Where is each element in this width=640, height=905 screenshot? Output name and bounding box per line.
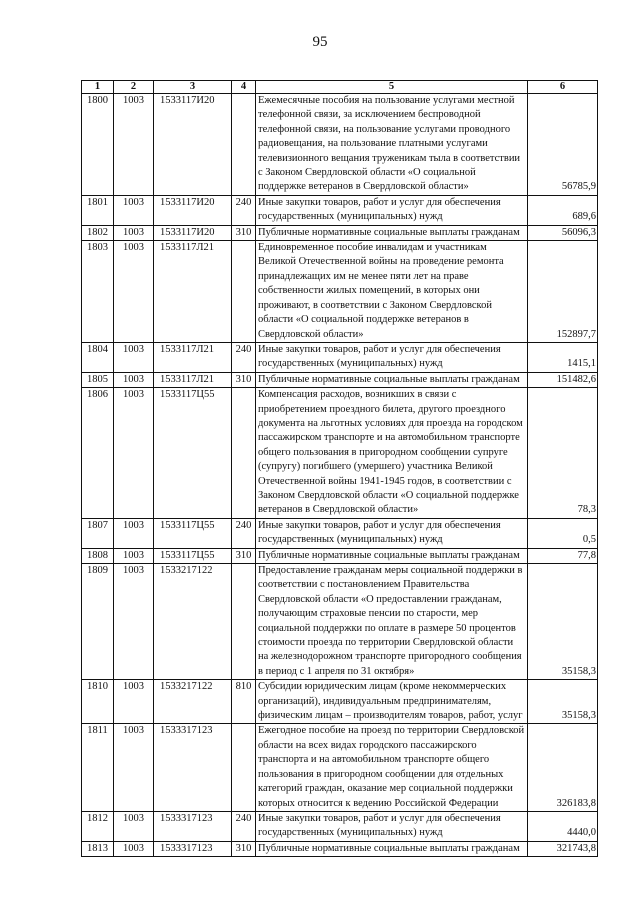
cell-c2: 1003 [114, 841, 154, 856]
cell-c6: 151482,6 [528, 372, 598, 387]
cell-c2: 1003 [114, 388, 154, 519]
cell-c1: 1811 [82, 724, 114, 811]
cell-c6: 326183,8 [528, 724, 598, 811]
table-row [82, 518, 598, 548]
budget-table [81, 80, 598, 857]
cell-c2: 1003 [114, 811, 154, 841]
col-header: 5 [256, 81, 528, 94]
cell-c4: 310 [232, 841, 256, 856]
cell-c2: 1003 [114, 564, 154, 680]
cell-c4 [232, 94, 256, 196]
table-row [82, 841, 598, 856]
cell-c6: 152897,7 [528, 241, 598, 343]
cell-c5: Ежемесячные пособия на пользование услугами местной телефонной связи, за исключением беспроводной телефонной связи, на пользование услугами проводного радиовещания, на пользование платными услугами телевизионного вещания труженикам тыла в соответствии с Законом Свердловской области «О социальной поддержке ветеранов в Свердловской области» [256, 94, 528, 196]
cell-c1: 1806 [82, 388, 114, 519]
cell-c2: 1003 [114, 94, 154, 196]
cell-c4 [232, 724, 256, 811]
cell-c4: 240 [232, 811, 256, 841]
cell-c6: 321743,8 [528, 841, 598, 856]
cell-c4: 310 [232, 225, 256, 240]
cell-c4: 310 [232, 548, 256, 563]
cell-c6: 35158,3 [528, 564, 598, 680]
cell-c6: 689,6 [528, 195, 598, 225]
cell-c5: Ежегодное пособие на проезд по территории Свердловской области на всех видах городского пассажирского транспорта и на автомобильном транспорте общего пользования в пригородном сообщении для отдельных категорий граждан, оказание мер социальной поддержки которых относится к ведению Российской Федерации [256, 724, 528, 811]
cell-c5: Публичные нормативные социальные выплаты гражданам [256, 372, 528, 387]
cell-c3: 1533217122 [154, 564, 232, 680]
cell-c5: Единовременное пособие инвалидам и участникам Великой Отечественной войны на проведение ремонта принадлежащих им не менее пяти лет на праве собственности жилых помещений, в которых они проживают, в соответствии с Законом Свердловской области «О социальной поддержке ветеранов в Свердловской области» [256, 241, 528, 343]
cell-c6: 77,8 [528, 548, 598, 563]
cell-c5: Иные закупки товаров, работ и услуг для обеспечения государственных (муниципальных) нужд [256, 518, 528, 548]
cell-c6: 56096,3 [528, 225, 598, 240]
cell-c1: 1805 [82, 372, 114, 387]
table-row [82, 811, 598, 841]
cell-c4: 310 [232, 372, 256, 387]
cell-c5: Иные закупки товаров, работ и услуг для обеспечения государственных (муниципальных) нужд [256, 195, 528, 225]
cell-c4: 240 [232, 195, 256, 225]
cell-c5: Субсидии юридическим лицам (кроме некоммерческих организаций), индивидуальным предпринимателям, физическим лицам – производителям товаров, работ, услуг [256, 680, 528, 724]
cell-c3: 1533117Л21 [154, 372, 232, 387]
table-row [82, 195, 598, 225]
cell-c2: 1003 [114, 241, 154, 343]
page-number: 95 [312, 34, 328, 50]
cell-c6: 78,3 [528, 388, 598, 519]
cell-c1: 1809 [82, 564, 114, 680]
cell-c3: 1533317123 [154, 841, 232, 856]
cell-c1: 1804 [82, 342, 114, 372]
cell-c5: Иные закупки товаров, работ и услуг для обеспечения государственных (муниципальных) нужд [256, 811, 528, 841]
cell-c2: 1003 [114, 342, 154, 372]
table-row [82, 548, 598, 563]
cell-c6: 35158,3 [528, 680, 598, 724]
cell-c1: 1802 [82, 225, 114, 240]
cell-c4 [232, 241, 256, 343]
cell-c3: 1533117Ц55 [154, 388, 232, 519]
cell-c1: 1813 [82, 841, 114, 856]
table-row [82, 225, 598, 240]
cell-c5: Публичные нормативные социальные выплаты гражданам [256, 225, 528, 240]
cell-c4 [232, 388, 256, 519]
table-row [82, 680, 598, 724]
cell-c4 [232, 564, 256, 680]
table-row [82, 372, 598, 387]
cell-c5: Предоставление гражданам меры социальной поддержки в соответствии с постановлением Правительства Свердловской области «О предоставлении гражданам, получающим страховые пенсии по старости, мер социальной поддержки по оплате в размере 50 процентов стоимости проезда по территории Свердловской области на железнодорожном транспорте пригородного сообщения в период с 1 апреля по 31 октября» [256, 564, 528, 680]
cell-c3: 1533217122 [154, 680, 232, 724]
table-row [82, 388, 598, 519]
cell-c2: 1003 [114, 548, 154, 563]
cell-c2: 1003 [114, 372, 154, 387]
table-row [82, 94, 598, 196]
cell-c2: 1003 [114, 225, 154, 240]
cell-c1: 1803 [82, 241, 114, 343]
col-header: 1 [82, 81, 114, 94]
cell-c4: 240 [232, 518, 256, 548]
cell-c2: 1003 [114, 518, 154, 548]
cell-c2: 1003 [114, 195, 154, 225]
cell-c2: 1003 [114, 680, 154, 724]
cell-c3: 1533117И20 [154, 195, 232, 225]
cell-c5: Публичные нормативные социальные выплаты гражданам [256, 548, 528, 563]
cell-c1: 1801 [82, 195, 114, 225]
cell-c4: 810 [232, 680, 256, 724]
table-row [82, 724, 598, 811]
cell-c3: 1533117И20 [154, 94, 232, 196]
cell-c5: Иные закупки товаров, работ и услуг для обеспечения государственных (муниципальных) нужд [256, 342, 528, 372]
cell-c6: 0,5 [528, 518, 598, 548]
cell-c2: 1003 [114, 724, 154, 811]
table-row [82, 564, 598, 680]
cell-c3: 1533117Ц55 [154, 518, 232, 548]
cell-c3: 1533117Л21 [154, 342, 232, 372]
col-header: 4 [232, 81, 256, 94]
cell-c1: 1807 [82, 518, 114, 548]
cell-c3: 1533317123 [154, 811, 232, 841]
cell-c3: 1533117И20 [154, 225, 232, 240]
cell-c1: 1812 [82, 811, 114, 841]
cell-c6: 4440,0 [528, 811, 598, 841]
table-row [82, 342, 598, 372]
cell-c1: 1810 [82, 680, 114, 724]
table-row [82, 241, 598, 343]
col-header: 2 [114, 81, 154, 94]
cell-c6: 56785,9 [528, 94, 598, 196]
cell-c1: 1808 [82, 548, 114, 563]
cell-c6: 1415,1 [528, 342, 598, 372]
cell-c3: 1533117Ц55 [154, 548, 232, 563]
cell-c1: 1800 [82, 94, 114, 196]
cell-c3: 1533317123 [154, 724, 232, 811]
col-header: 6 [528, 81, 598, 94]
cell-c5: Публичные нормативные социальные выплаты гражданам [256, 841, 528, 856]
col-header: 3 [154, 81, 232, 94]
header-row [82, 81, 598, 94]
cell-c3: 1533117Л21 [154, 241, 232, 343]
cell-c4: 240 [232, 342, 256, 372]
cell-c5: Компенсация расходов, возникших в связи с приобретением проездного билета, другого проездного документа на льготных условиях для проезда на городском пассажирском транспорте и на автомобильном транспорте общего пользования в пригородном сообщении супруге (супругу) погибшего (умершего) участника Великой Отечественной войны 1941-1945 годов, в соответствии с Законом Свердловской области «О социальной поддержке ветеранов в Свердловской области» [256, 388, 528, 519]
